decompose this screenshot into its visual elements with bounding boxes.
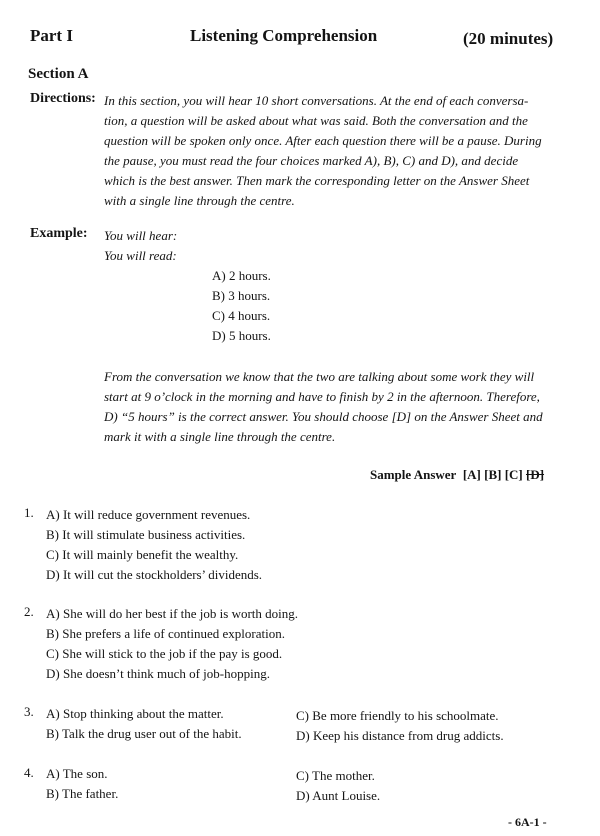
section-heading: Section A <box>28 66 89 82</box>
sample-answer-label: Sample Answer <box>370 467 457 482</box>
explanation-line: mark it with a single line through the centre. <box>104 429 336 444</box>
directions-line: the pause, you must read the four choices marked A), B), C) and D), and decide <box>104 153 519 168</box>
time-limit: (20 minutes) <box>463 29 554 48</box>
explanation-line: start at 9 o’clock in the morning and have to finish by 2 in the afternoon. Therefore, <box>104 389 540 404</box>
directions-text <box>104 91 564 211</box>
question-number: 4. <box>24 765 34 780</box>
example-explanation <box>104 367 564 447</box>
option: B) The father. <box>46 786 119 801</box>
directions-line: which is the best answer. Then mark the corresponding letter on the Answer Sheet <box>104 173 530 188</box>
question-1-options <box>46 505 262 585</box>
example-label: Example: <box>30 226 88 241</box>
example-option: D) 5 hours. <box>212 328 271 343</box>
question-2-options <box>46 604 298 684</box>
page-title: Listening Comprehension <box>190 26 378 45</box>
option: C) The mother. <box>296 768 375 783</box>
example-hear: You will hear: <box>104 228 178 243</box>
explanation-line: D) “5 hours” is the correct answer. You should choose [D] on the Answer Sheet and <box>104 409 543 424</box>
directions-label: Directions: <box>30 91 96 106</box>
example-read: You will read: <box>104 248 177 263</box>
directions-line: with a single line through the centre. <box>104 193 295 208</box>
option: C) She will stick to the job if the pay is good. <box>46 646 283 661</box>
option: C) It will mainly benefit the wealthy. <box>46 547 239 562</box>
question-number: 2. <box>24 604 34 619</box>
directions-line: question will be spoken only once. After each question there will be a pause. During <box>104 133 542 148</box>
option: D) She doesn’t think much of job-hopping. <box>46 666 270 681</box>
option: D) Aunt Louise. <box>296 788 381 803</box>
option: B) It will stimulate business activities. <box>46 527 246 542</box>
option: B) She prefers a life of continued exploration. <box>46 626 285 641</box>
option: D) It will cut the stockholders’ dividends. <box>46 567 263 582</box>
option: A) The son. <box>46 766 108 781</box>
explanation-line: From the conversation we know that the two are talking about some work they will <box>104 369 535 384</box>
option: C) Be more friendly to his schoolmate. <box>296 708 499 723</box>
example-option: C) 4 hours. <box>212 308 271 323</box>
option: A) Stop thinking about the matter. <box>46 706 224 721</box>
directions-line: tion, a question will be asked about what was said. Both the conversation and the <box>104 113 528 128</box>
example-options <box>212 266 271 346</box>
part-label: Part I <box>30 26 73 45</box>
option: B) Talk the drug user out of the habit. <box>46 726 242 741</box>
option: D) Keep his distance from drug addicts. <box>296 728 504 743</box>
sample-answer-marks: [A] [B] [C] <box>462 467 523 482</box>
example-option: B) 3 hours. <box>212 288 271 303</box>
question-number: 3. <box>24 704 34 719</box>
option: A) It will reduce government revenues. <box>46 507 251 522</box>
question-number: 1. <box>24 505 34 520</box>
sample-answer-struck: [D] <box>525 467 545 482</box>
directions-line: In this section, you will hear 10 short conversations. At the end of each conversa- <box>104 93 529 108</box>
example-option: A) 2 hours. <box>212 268 271 283</box>
option: A) She will do her best if the job is worth doing. <box>46 606 299 621</box>
sample-answer <box>370 467 544 483</box>
page-number: - 6A-1 - <box>508 815 547 829</box>
